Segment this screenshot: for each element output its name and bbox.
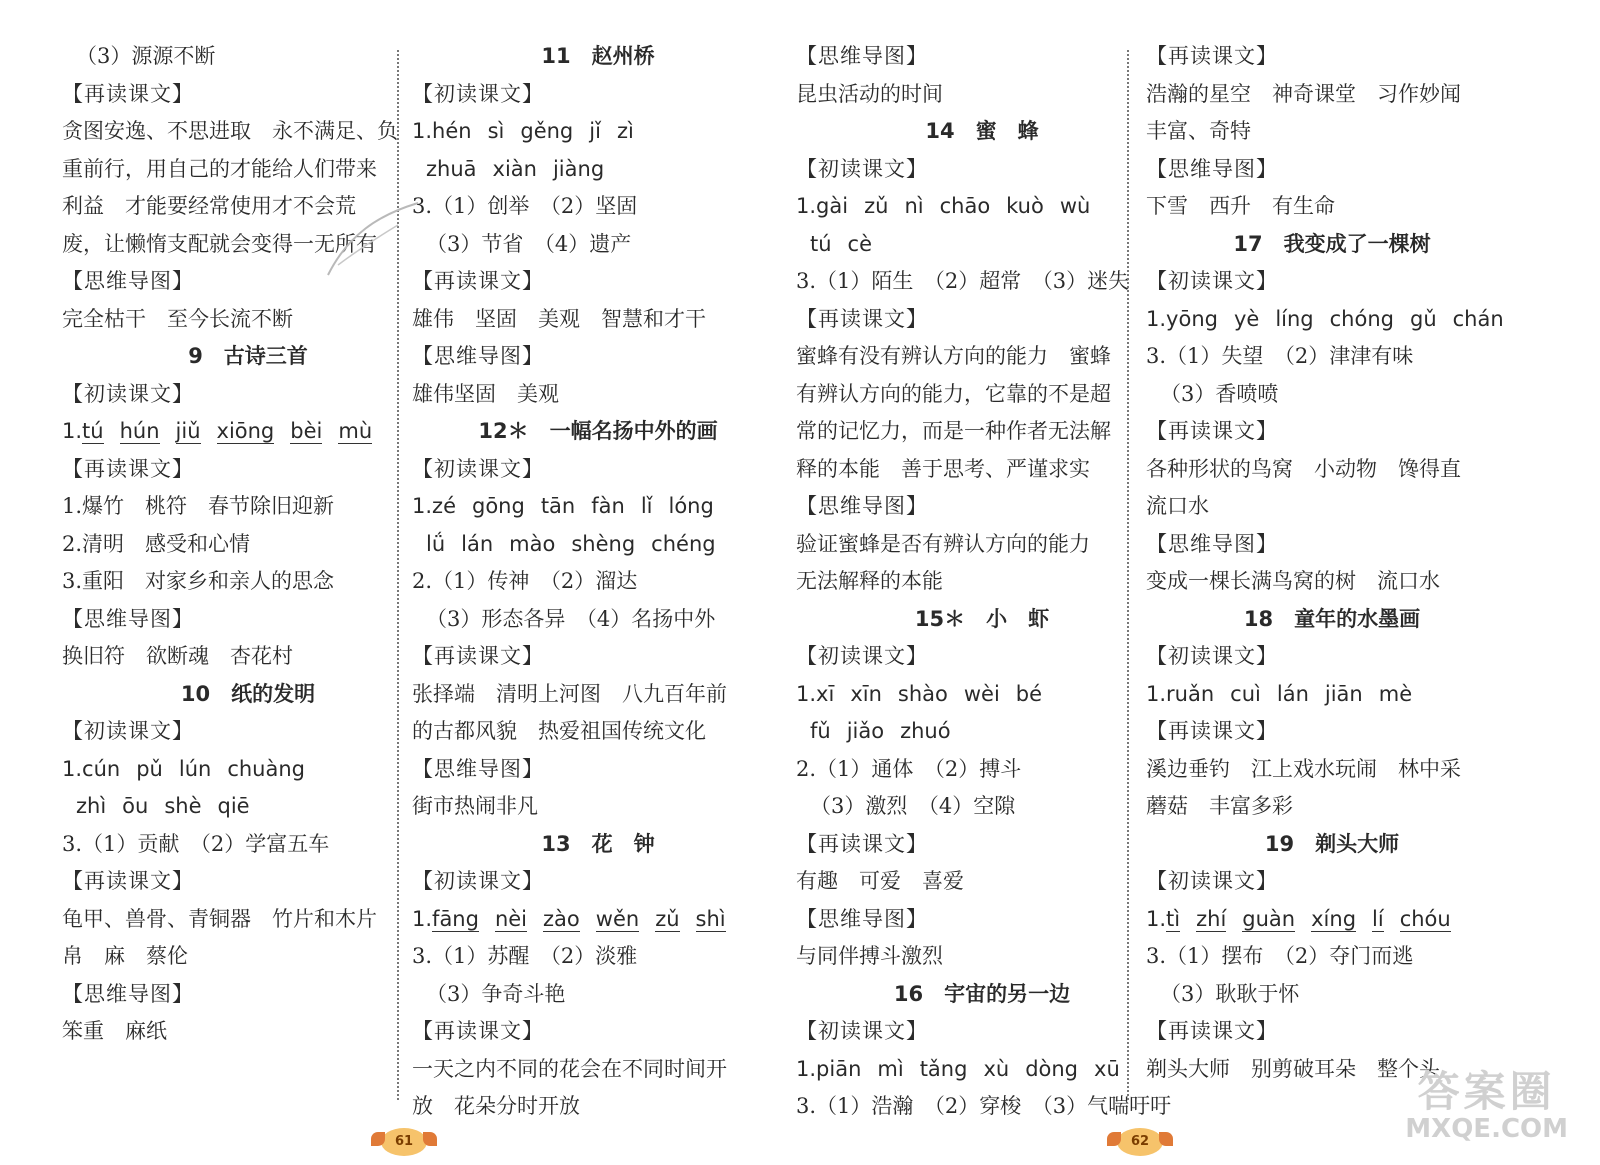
pinyin-syllable: zǔ xyxy=(864,194,889,218)
answer-text: （3）节省 （4）遗产 xyxy=(426,231,632,256)
section-label: 【初读课文】 xyxy=(796,644,928,668)
item-number: 1. xyxy=(62,756,83,781)
lesson-title: 11 赵州桥 xyxy=(541,44,655,68)
answer-text: 3.（1）陌生 （2）超常 （3）迷失 xyxy=(796,269,1130,293)
pinyin-syllable: lún xyxy=(178,756,212,781)
column-divider xyxy=(1127,50,1129,1100)
pinyin-syllable: zhí xyxy=(1196,906,1227,931)
answer-text: 利益 才能要经常使用才不会荒 xyxy=(62,194,356,218)
pinyin-syllable: zhì xyxy=(76,794,107,818)
pinyin-syllable: wèi xyxy=(963,681,1000,706)
section-label: 【再读课文】 xyxy=(1146,719,1278,743)
answer-text: 浩瀚的星空 神奇课堂 习作妙闻 xyxy=(1146,81,1461,106)
pinyin-syllable: gōng xyxy=(472,494,525,518)
pinyin-syllable: mì xyxy=(877,1056,904,1081)
answer-text: 放 花朵分时开放 xyxy=(412,1094,580,1118)
pinyin-syllable: mè xyxy=(1378,681,1413,706)
pinyin-syllable: zhuā xyxy=(426,156,477,181)
answer-text: 各种形状的鸟窝 小动物 馋得直 xyxy=(1146,456,1461,481)
section-label: 【思维导图】 xyxy=(1146,156,1278,181)
lesson-title: 9 古诗三首 xyxy=(188,344,308,368)
pinyin-syllable: jiǎo xyxy=(846,719,885,743)
pinyin-syllable: dòng xyxy=(1025,1056,1079,1081)
pinyin-syllable: chóu xyxy=(1399,906,1451,931)
item-number: 1. xyxy=(62,419,83,443)
section-label: 【思维导图】 xyxy=(796,906,928,931)
pinyin-syllable: zì xyxy=(616,119,634,143)
section-label: 【思维导图】 xyxy=(412,344,544,368)
pinyin-syllable: lán xyxy=(461,531,494,556)
pinyin-syllable: bèi xyxy=(290,419,323,443)
section-label: 【再读课文】 xyxy=(796,306,928,331)
answer-text: 贪图安逸、不思进取 永不满足、负 xyxy=(62,119,398,143)
pinyin-line xyxy=(62,788,434,826)
pinyin-syllable: lóng xyxy=(668,494,714,518)
answer-text: 释的本能 善于思考、严谨求实 xyxy=(796,456,1090,481)
pinyin-line xyxy=(1146,676,1518,714)
pinyin-syllable: qiē xyxy=(217,794,250,818)
pinyin-syllable: tān xyxy=(540,494,576,518)
answer-text: （3）激烈 （4）空隙 xyxy=(810,794,1016,818)
pinyin-syllable: sì xyxy=(487,119,505,143)
answer-text: 3.重阳 对家乡和亲人的思念 xyxy=(62,569,335,593)
section-label: 【思维导图】 xyxy=(796,44,928,68)
page-number-left: 61 xyxy=(381,1128,427,1156)
item-number: 1. xyxy=(412,494,433,518)
item-number: 1. xyxy=(412,119,433,143)
section-label: 【初读课文】 xyxy=(62,381,194,406)
lesson-title: 13 花 钟 xyxy=(541,831,655,856)
answer-text: 笨重 麻纸 xyxy=(62,1019,167,1043)
pinyin-syllable: chéng xyxy=(651,531,716,556)
lesson-title: 15＊ 小 虾 xyxy=(914,606,1050,631)
pinyin-syllable: lán xyxy=(1276,681,1309,706)
answer-text: 常的记忆力，而是一种作者无法解 xyxy=(796,419,1111,443)
section-label: 【初读课文】 xyxy=(412,869,544,893)
pinyin-syllable: gǔ xyxy=(1409,306,1437,331)
pinyin-syllable: jiàng xyxy=(552,156,605,181)
column-3 xyxy=(796,38,1172,1126)
pinyin-syllable: nì xyxy=(904,194,924,218)
pinyin-syllable: gài xyxy=(816,194,849,218)
answer-text: 雄伟 坚固 美观 智慧和才干 xyxy=(412,306,706,331)
pinyin-syllable: xīn xyxy=(850,681,882,706)
answer-text: 换旧符 欲断魂 杏花村 xyxy=(62,644,293,668)
answer-text: 张择端 清明上河图 八九百年前 xyxy=(412,681,727,706)
pinyin-syllable: wěn xyxy=(595,906,640,931)
pinyin-line xyxy=(796,188,1168,226)
section-label: 【思维导图】 xyxy=(1146,531,1278,556)
pinyin-syllable: mù xyxy=(338,419,373,443)
answer-text: 流口水 xyxy=(1146,494,1209,518)
pinyin-syllable: shì xyxy=(695,906,726,931)
item-number: 1. xyxy=(412,906,433,931)
lesson-title: 12＊ 一幅名扬中外的画 xyxy=(478,419,718,443)
pinyin-syllable: gěng xyxy=(520,119,574,143)
answer-text: 昆虫活动的时间 xyxy=(796,81,943,106)
pinyin-syllable: kuò xyxy=(1006,194,1044,218)
lesson-title: 16 宇宙的另一边 xyxy=(893,981,1071,1006)
pinyin-syllable: tǎng xyxy=(919,1056,968,1081)
answer-text: 街市热闹非凡 xyxy=(412,794,538,818)
pinyin-syllable: shào xyxy=(897,681,948,706)
section-label: 【初读课文】 xyxy=(412,456,544,481)
item-number: 1. xyxy=(1146,306,1167,331)
lesson-title: 17 我变成了一棵树 xyxy=(1233,231,1431,256)
pinyin-syllable: fàn xyxy=(591,494,625,518)
answer-text: 3.（1）失望 （2）津津有味 xyxy=(1146,344,1414,368)
section-label: 【初读课文】 xyxy=(796,156,928,181)
answer-text: 的古都风貌 热爱祖国传统文化 xyxy=(412,719,706,743)
answer-text: （3）耿耿于怀 xyxy=(1160,981,1300,1006)
pinyin-line xyxy=(412,488,784,526)
answer-text: 重前行，用自己的才能给人们带来 xyxy=(62,156,377,181)
pinyin-line xyxy=(796,1051,1168,1089)
answer-text: （3）香喷喷 xyxy=(1160,381,1279,406)
answer-text: 废，让懒惰支配就会变得一无所有 xyxy=(62,231,377,256)
pinyin-syllable: bé xyxy=(1015,681,1043,706)
lesson-title: 10 纸的发明 xyxy=(180,681,316,706)
pinyin-syllable: hún xyxy=(119,419,160,443)
section-label: 【初读课文】 xyxy=(412,81,544,106)
answer-text: 帛 麻 蔡伦 xyxy=(62,944,188,968)
section-label: 【再读课文】 xyxy=(1146,1019,1278,1043)
section-label: 【思维导图】 xyxy=(62,269,194,293)
pinyin-line xyxy=(796,713,1168,751)
section-label: 【再读课文】 xyxy=(412,644,544,668)
section-label: 【思维导图】 xyxy=(62,981,194,1006)
lesson-title: 19 剃头大师 xyxy=(1264,831,1400,856)
watermark-logo: 答案圈 xyxy=(1417,1067,1556,1116)
answer-text: 无法解释的本能 xyxy=(796,569,943,593)
pinyin-syllable: xiōng xyxy=(216,419,275,443)
pinyin-syllable: mào xyxy=(509,531,556,556)
pinyin-syllable: jǐ xyxy=(589,119,601,143)
answer-text: 一天之内不同的花会在不同时间开 xyxy=(412,1056,727,1081)
pinyin-syllable: chāo xyxy=(939,194,991,218)
lesson-title: 14 蜜 蜂 xyxy=(925,119,1039,143)
lesson-title: 18 童年的水墨画 xyxy=(1243,606,1421,631)
pinyin-syllable: piān xyxy=(816,1056,862,1081)
pinyin-line xyxy=(1146,901,1518,939)
pinyin-syllable: fāng xyxy=(432,906,479,931)
pinyin-syllable: cè xyxy=(847,231,873,256)
pinyin-line xyxy=(796,676,1168,714)
pinyin-line xyxy=(412,526,784,564)
pinyin-syllable: xiàn xyxy=(492,156,537,181)
answer-text: 完全枯干 至今长流不断 xyxy=(62,306,293,331)
pinyin-syllable: chuàng xyxy=(227,756,306,781)
section-label: 【初读课文】 xyxy=(1146,869,1278,893)
pinyin-line xyxy=(62,751,434,789)
answer-text: 2.（1）传神 （2）溜达 xyxy=(412,569,638,593)
pinyin-syllable: wù xyxy=(1059,194,1091,218)
pinyin-syllable: chóng xyxy=(1329,306,1394,331)
section-label: 【思维导图】 xyxy=(62,606,194,631)
answer-text: 下雪 西升 有生命 xyxy=(1146,194,1335,218)
pinyin-syllable: nèi xyxy=(494,906,528,931)
answer-text: 3.（1）创举 （2）坚固 xyxy=(412,194,638,218)
answer-text: 剃头大师 别剪破耳朵 整个头 xyxy=(1146,1056,1440,1081)
answer-text: 雄伟坚固 美观 xyxy=(412,381,559,406)
section-label: 【再读课文】 xyxy=(796,831,928,856)
section-label: 【再读课文】 xyxy=(1146,419,1278,443)
section-label: 【初读课文】 xyxy=(62,719,194,743)
page-number-right: 62 xyxy=(1117,1128,1163,1156)
pinyin-syllable: chán xyxy=(1452,306,1504,331)
pencil-mark xyxy=(318,195,428,285)
watermark-url: MXQE.COM xyxy=(1405,1114,1568,1144)
pinyin-syllable: lǘ xyxy=(426,531,446,556)
pinyin-syllable: xíng xyxy=(1311,906,1357,931)
item-number: 1. xyxy=(796,194,817,218)
answer-text: 蜜蜂有没有辨认方向的能力 蜜蜂 xyxy=(796,344,1111,368)
section-label: 【再读课文】 xyxy=(412,1019,544,1043)
answer-text: 3.（1）贡献 （2）学富五车 xyxy=(62,831,330,856)
pinyin-syllable: jiǔ xyxy=(175,419,201,443)
section-label: 【再读课文】 xyxy=(1146,44,1278,68)
pinyin-syllable: xū xyxy=(1094,1056,1120,1081)
column-2 xyxy=(412,38,784,1126)
answer-text: （3）源源不断 xyxy=(76,44,216,68)
answer-text: 蘑菇 丰富多彩 xyxy=(1146,794,1293,818)
answer-text: 3.（1）浩瀚 （2）穿梭 （3）气喘吁吁 xyxy=(796,1094,1172,1118)
answer-text: 3.（1）苏醒 （2）淡雅 xyxy=(412,944,638,968)
pinyin-syllable: fǔ xyxy=(810,719,831,743)
pinyin-syllable: yè xyxy=(1233,306,1260,331)
section-label: 【初读课文】 xyxy=(1146,644,1278,668)
pinyin-syllable: xī xyxy=(816,681,835,706)
section-label: 【思维导图】 xyxy=(412,756,544,781)
section-label: 【初读课文】 xyxy=(796,1019,928,1043)
pinyin-syllable: ruǎn xyxy=(1166,681,1215,706)
pinyin-syllable: xù xyxy=(983,1056,1010,1081)
pinyin-syllable: hén xyxy=(432,119,472,143)
answer-text: （3）形态各异 （4）名扬中外 xyxy=(426,606,716,631)
answer-text: 3.（1）摆布 （2）夺门而逃 xyxy=(1146,944,1414,968)
pinyin-syllable: tì xyxy=(1166,906,1181,931)
pinyin-line xyxy=(412,151,784,189)
column-4 xyxy=(1146,38,1518,1088)
pinyin-syllable: guàn xyxy=(1242,906,1296,931)
answer-text: 龟甲、兽骨、青铜器 竹片和木片 xyxy=(62,906,377,931)
pinyin-syllable: lí xyxy=(1372,906,1384,931)
section-label: 【再读课文】 xyxy=(62,456,194,481)
watermark xyxy=(1405,1069,1568,1143)
pinyin-syllable: shèng xyxy=(571,531,636,556)
answer-text: 2.（1）通体 （2）搏斗 xyxy=(796,756,1022,781)
pinyin-syllable: pǔ xyxy=(136,756,163,781)
pinyin-syllable: yōng xyxy=(1166,306,1218,331)
answer-text: 有辨认方向的能力，它靠的不是超 xyxy=(796,381,1111,406)
answer-text: 1.爆竹 桃符 春节除旧迎新 xyxy=(62,494,335,518)
pinyin-syllable: zào xyxy=(543,906,580,931)
pinyin-syllable: líng xyxy=(1275,306,1314,331)
answer-text: 变成一棵长满鸟窝的树 流口水 xyxy=(1146,569,1440,593)
answer-text: 验证蜜蜂是否有辨认方向的能力 xyxy=(796,531,1090,556)
pinyin-syllable: cuì xyxy=(1230,681,1261,706)
answer-text: 有趣 可爱 喜爱 xyxy=(796,869,964,893)
pinyin-line xyxy=(796,226,1168,264)
pinyin-line xyxy=(62,413,434,451)
pinyin-line xyxy=(1146,301,1518,339)
answer-text: 2.清明 感受和心情 xyxy=(62,531,251,556)
item-number: 1. xyxy=(796,681,817,706)
section-label: 【再读课文】 xyxy=(62,81,194,106)
pinyin-syllable: tú xyxy=(82,419,104,443)
answer-text: 丰富、奇特 xyxy=(1146,119,1251,143)
pinyin-syllable: ōu xyxy=(122,794,149,818)
answer-text: （3）争奇斗艳 xyxy=(426,981,566,1006)
section-label: 【再读课文】 xyxy=(412,269,544,293)
pinyin-syllable: lǐ xyxy=(640,494,653,518)
item-number: 1. xyxy=(796,1056,817,1081)
answer-text: 溪边垂钓 江上戏水玩闹 林中采 xyxy=(1146,756,1461,781)
pinyin-syllable: tú xyxy=(810,231,832,256)
pinyin-syllable: zǔ xyxy=(655,906,680,931)
section-label: 【初读课文】 xyxy=(1146,269,1278,293)
section-label: 【思维导图】 xyxy=(796,494,928,518)
pinyin-syllable: zé xyxy=(432,494,456,518)
section-label: 【再读课文】 xyxy=(62,869,194,893)
item-number: 1. xyxy=(1146,906,1167,931)
pinyin-syllable: jiān xyxy=(1324,681,1363,706)
pinyin-syllable: shè xyxy=(164,794,202,818)
item-number: 1. xyxy=(1146,681,1167,706)
pinyin-syllable: cún xyxy=(82,756,121,781)
pinyin-syllable: zhuó xyxy=(900,719,951,743)
column-1 xyxy=(62,38,434,1051)
answer-text: 与同伴搏斗激烈 xyxy=(796,944,943,968)
pinyin-line xyxy=(412,113,784,151)
pinyin-line xyxy=(412,901,784,939)
